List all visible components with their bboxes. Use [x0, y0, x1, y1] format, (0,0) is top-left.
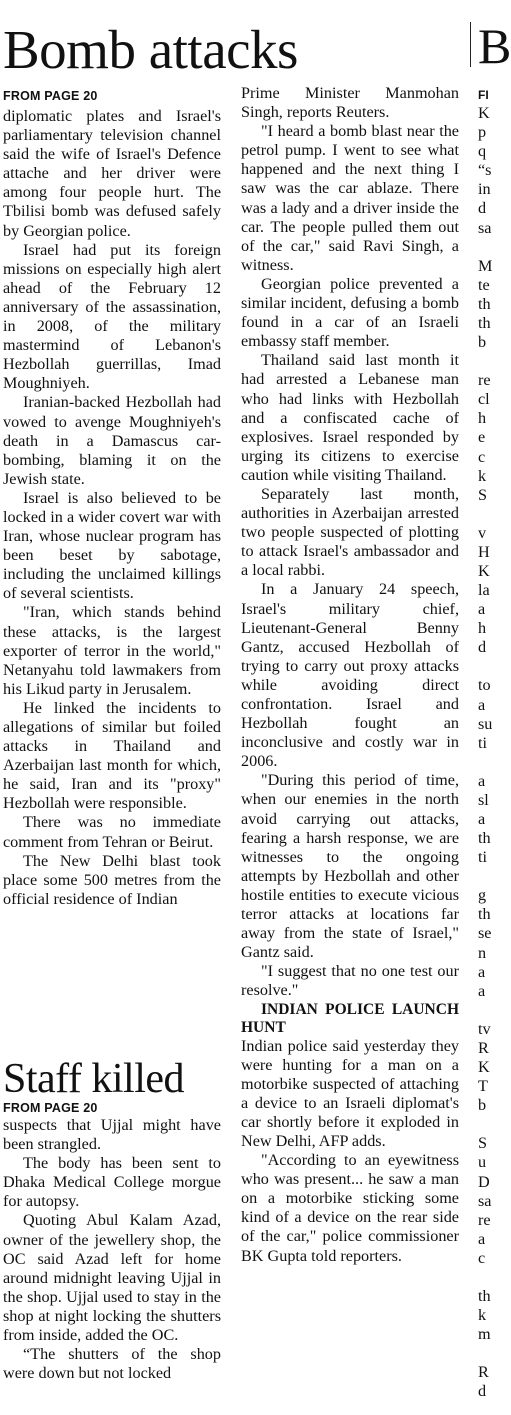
- edge-line-fragment: k: [478, 466, 487, 485]
- edge-line-fragment: la: [478, 581, 490, 600]
- edge-line-fragment: b: [478, 1096, 487, 1115]
- adjacent-story-edge: [478, 18, 511, 1414]
- edge-line-fragment: se: [478, 924, 492, 943]
- edge-line-fragment: [478, 352, 508, 371]
- edge-line-fragment: ti: [478, 848, 487, 867]
- edge-line-fragment: H: [478, 542, 490, 561]
- edge-line-fragment: to: [478, 676, 491, 695]
- paragraph: diplomatic plates and Israel's parliamentary television channel said the wife of Israel's Defence attache and her driver were among four people hurt. The Tbilisi bomb was defused safely by Georgian police.: [3, 107, 221, 240]
- paragraph: Indian police said yesterday they were hunting for a man on a motorbike suspected of attaching a device to an Israeli diplomat's car shortly before it exploded in New Delhi, AFP adds.: [241, 1036, 459, 1150]
- from-page-kicker: FROM PAGE 20: [3, 1101, 98, 1115]
- edge-line-fragment: d: [478, 638, 487, 657]
- edge-line-fragment: v: [478, 523, 487, 542]
- paragraph: "I suggest that no one test our resolve.": [241, 962, 459, 1000]
- adjacent-kicker-fragment: FI: [478, 88, 489, 102]
- edge-line-fragment: a: [478, 771, 486, 790]
- edge-line-fragment: c: [478, 1248, 486, 1267]
- edge-line-fragment: S: [478, 485, 488, 504]
- paragraph: Iranian-backed Hezbollah had vowed to avenge Moughniyeh's death in a Damascus car-bombing, blaming it on the Jewish state.: [3, 393, 221, 488]
- edge-line-fragment: “s: [478, 161, 492, 180]
- adjacent-text-fragments: [478, 104, 508, 1401]
- edge-line-fragment: k: [478, 1306, 487, 1325]
- edge-line-fragment: a: [478, 962, 486, 981]
- paragraph: suspects that Ujjal might have been strangled.: [3, 1116, 221, 1154]
- edge-line-fragment: K: [478, 561, 490, 580]
- edge-line-fragment: K: [478, 1058, 490, 1077]
- edge-line-fragment: u: [478, 1153, 487, 1172]
- paragraph: "According to an eyewitness who was present... he saw a man on a motorbike sticking some kind of a device on the rear side of the car," police commissioner BK Gupta told reporters.: [241, 1151, 459, 1265]
- edge-line-fragment: re: [478, 1210, 491, 1229]
- edge-line-fragment: R: [478, 1363, 489, 1382]
- bomb-attacks-column-2: [241, 84, 459, 1410]
- adjacent-headline-fragment: B: [478, 18, 511, 74]
- edge-line-fragment: su: [478, 714, 493, 733]
- paragraph: The New Delhi blast took place some 500 metres from the official residence of Indian: [3, 851, 221, 908]
- edge-line-fragment: [478, 238, 508, 257]
- edge-line-fragment: sl: [478, 790, 489, 809]
- paragraph: He linked the incidents to allegations of similar but foiled attacks in Thailand and Azerbaijan last month for which, he said, Iran and its "proxy" Hezbollah were responsible.: [3, 698, 221, 813]
- edge-line-fragment: th: [478, 294, 491, 313]
- paragraph: Quoting Abul Kalam Azad, owner of the jewellery shop, the OC said Azad left for home around midnight leaving Ujjal in the shop. Ujjal used to stay in the shop at night locking the shutters from inside, added the OC.: [3, 1211, 221, 1345]
- staff-killed-column: [3, 1116, 221, 1412]
- edge-line-fragment: K: [478, 104, 490, 122]
- paragraph: The body has been sent to Dhaka Medical College morgue for autopsy.: [3, 1154, 221, 1211]
- edge-line-fragment: [478, 657, 508, 676]
- edge-line-fragment: M: [478, 256, 493, 275]
- paragraph: Israel had put its foreign missions on especially high alert ahead of the February 12 anniversary of the assassination, in 2008, of the military mastermind of Lebanon's Hezbollah guerrillas, Imad Moughniyeh.: [3, 240, 221, 393]
- edge-line-fragment: ti: [478, 733, 487, 752]
- edge-line-fragment: re: [478, 371, 491, 390]
- edge-line-fragment: d: [478, 199, 487, 218]
- paragraph: There was no immediate comment from Tehran or Beirut.: [3, 813, 221, 851]
- edge-line-fragment: th: [478, 905, 491, 924]
- edge-line-fragment: a: [478, 695, 486, 714]
- edge-line-fragment: T: [478, 1077, 488, 1096]
- subheading: INDIAN POLICE LAUNCH HUNT: [241, 1000, 459, 1036]
- headline-staff-killed: Staff killed: [3, 1056, 185, 1102]
- edge-line-fragment: h: [478, 409, 487, 428]
- edge-line-fragment: tv: [478, 1019, 491, 1038]
- edge-line-fragment: g: [478, 886, 487, 905]
- edge-line-fragment: D: [478, 1172, 490, 1191]
- edge-line-fragment: th: [478, 1286, 491, 1305]
- edge-line-fragment: a: [478, 600, 486, 619]
- paragraph: Thailand said last month it had arrested a Lebanese man who had links with Hezbollah and a confiscated cache of explosives. Israel responded by urging its citizens to exercise caution while visiting Thailand.: [241, 351, 459, 484]
- paragraph: In a January 24 speech, Israel's military chief, Lieutenant-General Benny Gantz, accused Hezbollah of trying to carry out proxy attacks while avoiding direct confrontation. Israel and Hezbollah fought an inconclusive and costly war in 2006.: [241, 580, 459, 771]
- edge-line-fragment: h: [478, 619, 487, 638]
- edge-line-fragment: d: [478, 1382, 487, 1401]
- paragraph: "I heard a bomb blast near the petrol pump. I went to see what happened and the next thing I saw was the car ablaze. There was a lady and a driver inside the car. The people pulled them out of the car," said Ravi Singh, a witness.: [241, 122, 459, 274]
- edge-line-fragment: th: [478, 829, 491, 848]
- edge-line-fragment: m: [478, 1325, 491, 1344]
- paragraph: Prime Minister Manmohan Singh, reports Reuters.: [241, 84, 459, 122]
- edge-line-fragment: c: [478, 447, 486, 466]
- edge-line-fragment: a: [478, 810, 486, 828]
- edge-line-fragment: cl: [478, 390, 490, 409]
- edge-line-fragment: [478, 867, 508, 886]
- paragraph: "During this period of time, when our enemies in the north avoid carrying out attacks, fearing a harsh response, we are witnesses to the ongoing attempts by Hezbollah and other hostile entities to execute vicious terror attacks at locations far away from the state of Israel," Gantz said.: [241, 771, 459, 962]
- edge-line-fragment: [478, 1344, 508, 1363]
- edge-line-fragment: [478, 1115, 508, 1134]
- edge-line-fragment: R: [478, 1038, 489, 1057]
- edge-line-fragment: [478, 1001, 508, 1020]
- edge-line-fragment: [478, 753, 508, 772]
- edge-line-fragment: b: [478, 333, 487, 352]
- edge-line-fragment: S: [478, 1134, 488, 1153]
- edge-line-fragment: [478, 1268, 508, 1287]
- edge-line-fragment: te: [478, 275, 490, 294]
- edge-line-fragment: in: [478, 180, 491, 199]
- from-page-kicker: FROM PAGE 20: [3, 89, 98, 103]
- edge-line-fragment: q: [478, 142, 487, 161]
- edge-line-fragment: a: [478, 1229, 486, 1248]
- edge-line-fragment: [478, 505, 508, 524]
- paragraph: "Iran, which stands behind these attacks, is the largest exporter of terror in the world," Netanyahu told lawmakers from his Likud party in Jerusalem.: [3, 603, 221, 698]
- edge-line-fragment: e: [478, 428, 486, 447]
- edge-line-fragment: n: [478, 943, 487, 962]
- edge-line-fragment: p: [478, 123, 487, 142]
- column-divider: [470, 22, 471, 67]
- paragraph: “The shutters of the shop were down but not locked: [3, 1345, 221, 1383]
- edge-line-fragment: sa: [478, 1191, 492, 1210]
- paragraph: Georgian police prevented a similar incident, defusing a bomb found in a car of an Israeli embassy staff member.: [241, 274, 459, 351]
- headline-bomb-attacks: Bomb attacks: [3, 19, 298, 80]
- edge-line-fragment: sa: [478, 218, 492, 237]
- bomb-attacks-column-1: [3, 107, 221, 1051]
- edge-line-fragment: th: [478, 313, 491, 332]
- paragraph: Separately last month, authorities in Azerbaijan arrested two people suspected of plotting to attack Israel's ambassador and a local rabbi.: [241, 484, 459, 580]
- edge-line-fragment: a: [478, 981, 486, 1000]
- paragraph: Israel is also believed to be locked in a wider covert war with Iran, whose nuclear program has been beset by sabotage, including the unclaimed killings of several scientists.: [3, 488, 221, 603]
